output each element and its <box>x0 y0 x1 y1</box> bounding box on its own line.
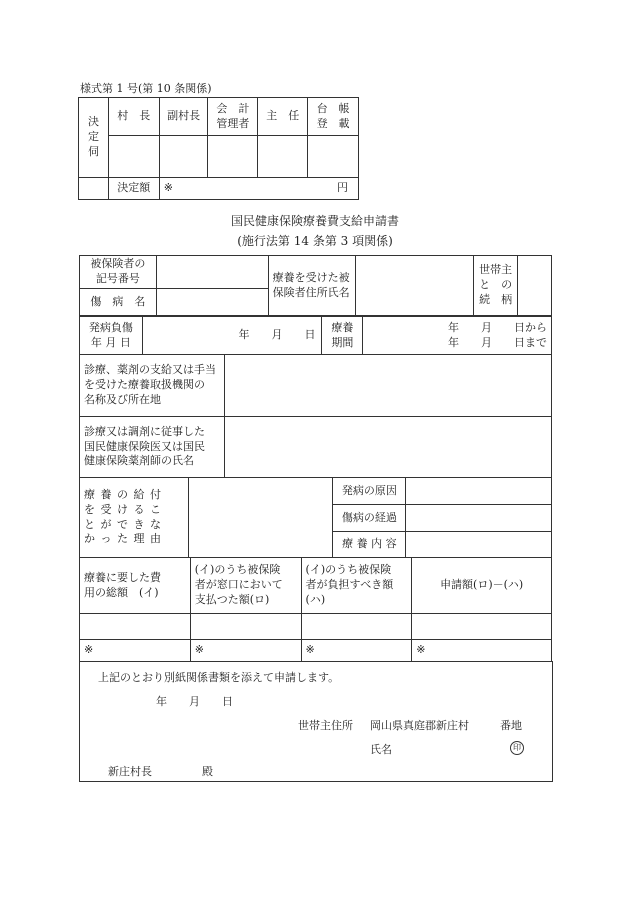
period-field[interactable] <box>363 317 552 355</box>
approval-side-label: 決 定 伺 <box>79 98 109 178</box>
burden-field[interactable] <box>301 614 412 640</box>
doctor-field[interactable] <box>224 417 551 478</box>
claim-field[interactable] <box>412 614 552 640</box>
claim-label: 申請額(ロ)－(ハ) <box>412 558 552 614</box>
seal-icon: 印 <box>510 741 524 755</box>
onset-date-field[interactable]: 年 月 日 <box>142 317 322 355</box>
doctor-label: 診療又は調剤に従事した 国民健康保険医又は国民 健康保険薬剤師の氏名 <box>80 417 225 478</box>
disease-field[interactable] <box>156 289 268 316</box>
cost-total-field[interactable] <box>80 614 191 640</box>
approval-seal-mayor[interactable] <box>108 136 159 178</box>
burden-label: (イ)のうち被保険 者が負担すべき額 (ハ) <box>301 558 412 614</box>
insured-number-field[interactable] <box>156 256 268 289</box>
progress-field[interactable] <box>406 505 552 532</box>
addressee: 新庄村長 <box>108 765 152 778</box>
approval-seal-chief[interactable] <box>258 136 308 178</box>
treatment-label: 療 養 内 容 <box>333 532 406 558</box>
form-title: 国民健康保険療養費支給申請書 <box>230 214 399 228</box>
cost-total-label: 療養に要した費 用の総額 (イ) <box>80 558 191 614</box>
reason-field[interactable] <box>188 478 333 558</box>
honorific: 殿 <box>202 765 213 778</box>
cause-label: 発病の原因 <box>333 478 406 505</box>
office-mark-1: ※ <box>80 640 191 662</box>
date-table <box>79 316 552 355</box>
form-number: 様式第 1 号(第 10 条関係) <box>80 82 212 95</box>
patient-field[interactable] <box>356 256 474 316</box>
disease-label: 傷 病 名 <box>80 289 157 316</box>
paid-label: (イ)のうち被保険 者が窓口において 支払つた額(ロ) <box>190 558 301 614</box>
insured-number-label: 被保険者の 記号番号 <box>80 256 157 289</box>
period-to: 年 月 日まで <box>448 335 547 349</box>
amount-field[interactable] <box>159 178 358 200</box>
cost-table <box>79 557 552 662</box>
reason-table <box>79 477 552 558</box>
cause-field[interactable] <box>406 478 552 505</box>
declaration-box <box>79 661 553 782</box>
amount-label: 決定額 <box>108 178 159 200</box>
treatment-field[interactable] <box>406 532 552 558</box>
address-suffix: 番地 <box>500 719 522 732</box>
paid-field[interactable] <box>190 614 301 640</box>
patient-label: 療養を受けた被 保険者住所氏名 <box>268 256 356 316</box>
form-subtitle: (施行法第 14 条第 3 項関係) <box>237 234 393 248</box>
approval-seal-ledger[interactable] <box>308 136 359 178</box>
relationship-label: 世帯主 と の 続 柄 <box>474 256 518 316</box>
relationship-field[interactable] <box>518 256 552 316</box>
onset-label: 発病負傷 年 月 日 <box>80 317 143 355</box>
insured-table <box>79 255 552 316</box>
approval-seal-accountant[interactable] <box>208 136 258 178</box>
approval-header-chief: 主 任 <box>258 98 308 136</box>
provider-table <box>79 354 552 478</box>
approval-header-deputy: 副村長 <box>159 98 208 136</box>
period-from: 年 月 日から <box>448 320 547 334</box>
amount-unit: 円 <box>337 181 348 195</box>
address-label: 世帯主住所 <box>298 719 353 732</box>
declaration-text: 上記のとおり別紙関係書類を添えて申請します。 <box>98 671 340 684</box>
name-label: 氏名 <box>370 743 392 756</box>
approval-header-ledger: 台 帳 登 載 <box>308 98 359 136</box>
office-mark-4: ※ <box>412 640 552 662</box>
approval-side-blank <box>79 178 109 200</box>
approval-seal-deputy[interactable] <box>159 136 208 178</box>
office-mark-2: ※ <box>190 640 301 662</box>
seal-mark <box>510 740 524 755</box>
institution-field[interactable] <box>224 355 551 417</box>
amount-office-mark: ※ <box>163 181 173 195</box>
declaration-date[interactable]: 年 月 日 <box>156 695 233 708</box>
address-value: 岡山県真庭郡新庄村 <box>370 719 469 732</box>
institution-label: 診療、薬剤の支給又は手当 を受けた療養取扱機関の 名称及び所在地 <box>80 355 225 417</box>
progress-label: 傷病の経過 <box>333 505 406 532</box>
office-mark-3: ※ <box>301 640 412 662</box>
reason-label: 療 養 の 給 付 を 受 け る こ と が で き な か っ た 理 由 <box>80 478 189 558</box>
approval-header-accountant: 会 計 管理者 <box>208 98 258 136</box>
approval-table <box>78 97 359 200</box>
period-label: 療養 期間 <box>322 317 363 355</box>
approval-header-mayor: 村 長 <box>108 98 159 136</box>
